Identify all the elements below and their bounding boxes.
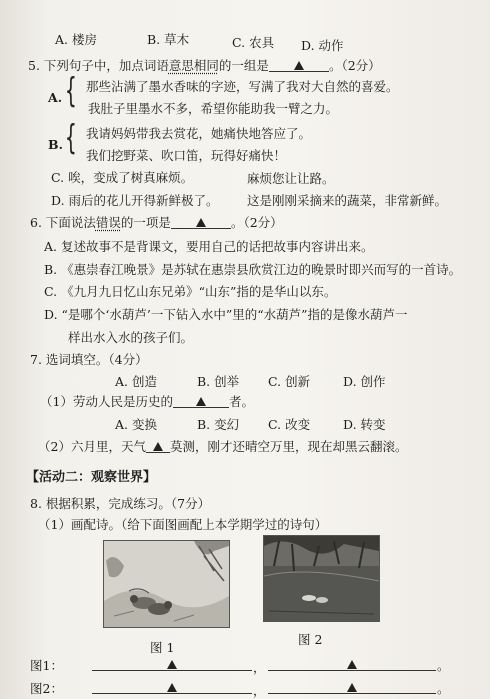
q7-sentence1: （1）劳动人民是历史的 者。 [40,394,254,409]
q4-option-a: A. 楼房 [55,32,97,47]
answer-line-fig2-b[interactable] [268,693,436,694]
q7-opt1-c: C. 创新 [268,374,311,389]
q4-option-b: B. 草木 [147,32,190,47]
brace-icon: { [64,118,77,158]
answer-triangle-icon [347,683,357,692]
q5-c-left: C. 唉，变成了树真麻烦。 [51,170,194,185]
comma: ， [253,660,266,675]
answer-triangle-icon [347,660,357,669]
answer-triangle-icon [167,660,177,669]
q7-blank1[interactable] [173,395,229,408]
q5-keyword: 意思相同 [168,58,219,73]
answer-label-fig2: 图2： [30,681,63,696]
period: 。 [437,658,450,673]
q5-d-right: 这是刚刚采摘来的蔬菜，非常新鲜。 [247,193,448,208]
q5-d-left: D. 雨后的花儿开得新鲜极了。 [51,193,219,208]
q5-b-line2: 我们挖野菜、吹口笛，玩得好痛快！ [86,148,287,163]
q7-opt2-a: A. 变换 [115,417,157,432]
activity2-heading: 【活动二：观察世界】 [26,470,157,485]
q8-sub1: （1）画配诗。（给下面图画配上本学期学过的诗句） [38,517,328,532]
q6-option-c: C. 《九月九日忆山东兄弟》“山东”指的是华山以东。 [44,284,337,299]
q6-option-b: B. 《惠崇春江晚景》是苏轼在惠崇县欣赏江边的晚景时即兴而写的一首诗。 [44,262,462,277]
q7-opt2-c: C. 改变 [268,417,311,432]
q7-opt1-b: B. 创举 [197,374,240,389]
answer-line-fig2-a[interactable] [92,693,252,694]
answer-triangle-icon [294,61,304,70]
answer-line-fig1-b[interactable] [268,670,436,671]
q6-option-d-line2: 样出水入水的孩子们。 [68,330,194,345]
q7-blank2[interactable] [146,440,170,453]
q7-stem: 7. 选词填空。（4分） [30,352,148,367]
figure1-image [103,540,230,628]
q5-b-label: B. [48,137,63,152]
answer-label-fig1: 图1： [30,658,63,673]
q6-option-d-line1: D. “是哪个‘水葫芦’一下钻入水中”里的“水葫芦”指的是像水葫芦一 [44,307,408,322]
q7-opt2-d: D. 转变 [343,417,386,432]
q6-stem: 6. 下面说法错误的一项是 。（2分） [30,215,283,230]
q7-opt2-b: B. 变幻 [197,417,240,432]
q4-option-c: C. 农具 [232,35,275,50]
figure2-image [263,535,380,622]
q8-stem: 8. 根据积累，完成练习。（7分） [30,496,211,511]
answer-triangle-icon [196,397,206,406]
q5-a-line1: 那些沾满了墨水香味的字迹，写满了我对大自然的喜爱。 [86,79,399,94]
q5-c-right: 麻烦您让让路。 [247,171,335,186]
figure2-caption: 图 2 [298,632,323,647]
figure1-drawing [104,541,229,627]
answer-triangle-icon [167,683,177,692]
figure1-caption: 图 1 [150,640,175,655]
q6-keyword: 错误 [95,215,121,230]
q5-a-label: A. [48,90,63,105]
answer-triangle-icon [196,218,206,227]
answer-line-fig1-a[interactable] [92,670,252,671]
q5-b-line1: 我请妈妈带我去赏花，她痛快地答应了。 [86,126,312,141]
q7-sentence2: （2）六月里，天气 莫测，刚才还晴空万里，现在却黑云翻滚。 [38,439,408,454]
answer-triangle-icon [153,442,163,451]
q6-option-a: A. 复述故事不是背课文，要用自己的话把故事内容讲出来。 [44,239,374,254]
figure2-drawing [264,536,379,621]
q6-answer-blank[interactable] [171,216,231,229]
q5-a-line2: 我肚子里墨水不多，希望你能助我一臂之力。 [88,101,339,116]
q7-opt1-a: A. 创造 [115,374,157,389]
q7-opt1-d: D. 创作 [343,374,386,389]
period: 。 [437,681,450,696]
q4-option-d: D. 动作 [301,38,344,53]
q5-stem: 5. 下列句子中，加点词语意思相同的一组是 。（2分） [28,58,381,73]
comma: ， [253,683,266,698]
q5-answer-blank[interactable] [269,59,329,72]
brace-icon: { [64,71,77,111]
